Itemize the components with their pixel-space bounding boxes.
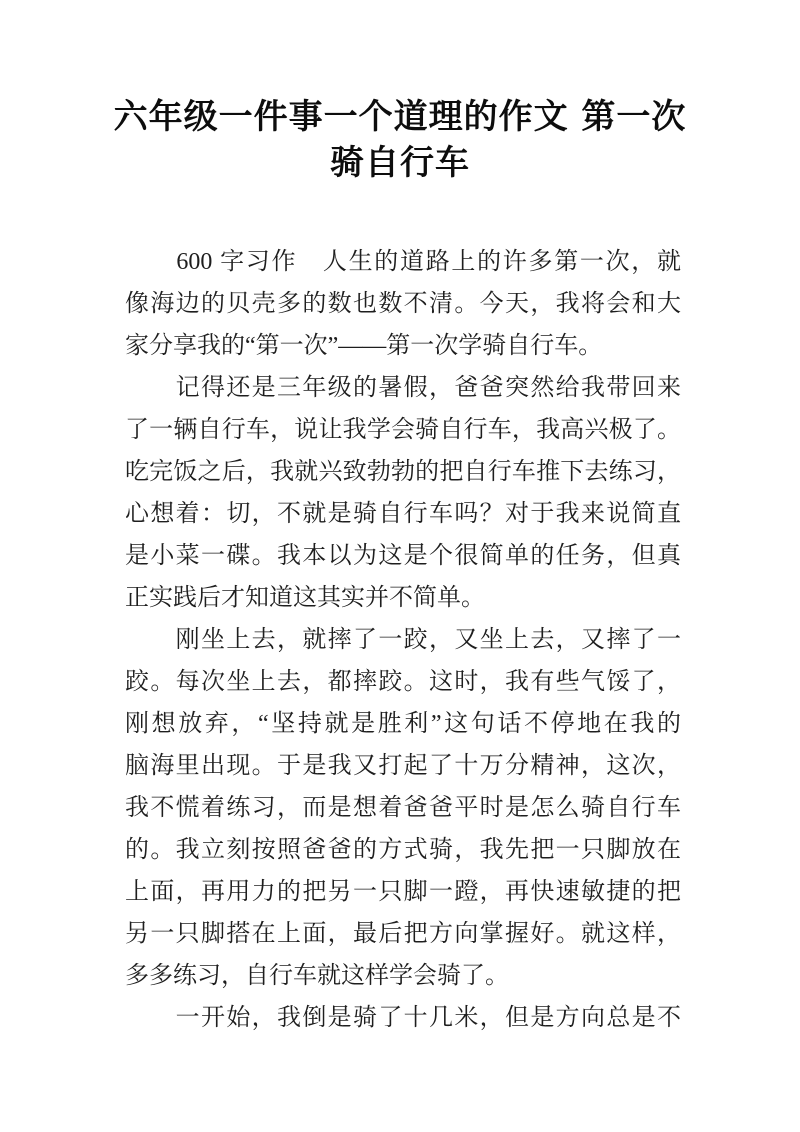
text-line: 脑海里出现。于是我又打起了十万分精神，这次，: [125, 753, 681, 779]
text-line: 600 字习作 人生的道路上的许多第一次，就: [125, 249, 681, 275]
text-line: 心想着：切，不就是骑自行车吗？对于我来说简直: [125, 501, 681, 527]
paragraph: [125, 997, 681, 1039]
text-line: 多多练习，自行车就这样学会骑了。: [125, 963, 509, 989]
text-line: 是小菜一碟。我本以为这是个很简单的任务，但真: [125, 543, 681, 569]
essay-body: [125, 241, 681, 1039]
text-line: 像海边的贝壳多的数也数不清。今天，我将会和大: [125, 291, 681, 317]
text-line: 我不慌着练习，而是想着爸爸平时是怎么骑自行车: [125, 795, 681, 821]
text-line: 跤。每次坐上去，都摔跤。这时，我有些气馁了，: [125, 669, 681, 695]
title-line: 六年级一件事一个道理的作文 第一次: [113, 97, 687, 137]
title-line: 骑自行车: [330, 143, 470, 183]
paragraph: [125, 367, 681, 619]
text-line: 一开始，我倒是骑了十几米，但是方向总是不: [125, 1005, 681, 1031]
text-line: 了一辆自行车，说让我学会骑自行车，我高兴极了。: [125, 417, 681, 443]
paragraph: [125, 619, 681, 997]
text-line: 正实践后才知道这其实并不简单。: [125, 585, 485, 611]
text-line: 的。我立刻按照爸爸的方式骑，我先把一只脚放在: [125, 837, 681, 863]
text-line: 家分享我的“第一次”——第一次学骑自行车。: [125, 333, 603, 359]
text-line: 吃完饭之后，我就兴致勃勃的把自行车推下去练习，: [125, 459, 681, 485]
paragraph: [125, 241, 681, 367]
text-line: 刚坐上去，就摔了一跤，又坐上去，又摔了一: [125, 627, 681, 653]
text-line: 刚想放弃，“坚持就是胜利”这句话不停地在我的: [125, 711, 681, 737]
page-title: [0, 94, 800, 186]
text-line: 上面，再用力的把另一只脚一蹬，再快速敏捷的把: [125, 879, 681, 905]
text-line: 另一只脚搭在上面，最后把方向掌握好。就这样，: [125, 921, 681, 947]
text-line: 记得还是三年级的暑假，爸爸突然给我带回来: [125, 375, 681, 401]
